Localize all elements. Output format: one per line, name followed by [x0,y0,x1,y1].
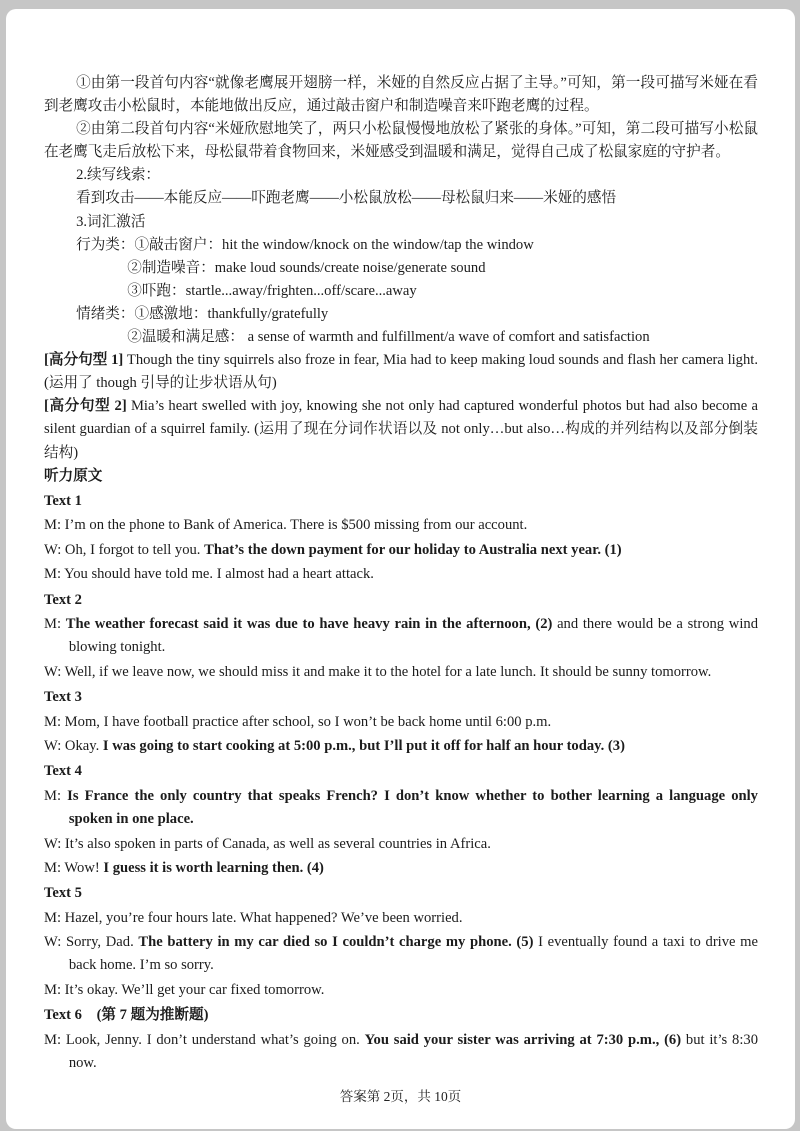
model-sentence-1 [44,349,758,395]
bold-text: Text 6 (第 7 题为推断题) [44,1007,209,1024]
bold-text: 听力原文 [44,467,103,484]
text: 3.词汇激活 [76,213,146,230]
text4-line-1 [44,785,758,831]
text: ②温暖和满足感： a sense of warmth and fulfillment/a wave of comfort and satisfaction [127,329,650,346]
text1-line-2 [44,539,758,562]
text: W: Well, if we leave now, we should miss it and make it to the hotel for a late lunch. It should be sunny tomorrow. [44,663,712,680]
text4-line-3 [44,857,758,880]
text4-heading [44,760,758,783]
text: Though the tiny squirrels also froze in fear, Mia had to keep making loud sounds and flash her camera light. (运用了 though 引导的让步状语从句) [44,352,758,392]
bold-text: The battery in my car died so I couldn’t charge my phone. (5) [138,934,534,951]
vocab-emotion-1 [44,303,758,326]
analysis-point-2 [44,118,758,164]
text: M: Mom, I have football practice after school, so I won’t be back home until 6:00 p.m. [44,713,552,730]
text2-line-1 [44,613,758,659]
bold-text: [高分句型 2] [44,398,131,415]
text: but it’s 8:30 now. [68,1031,758,1071]
text: ②由第二段首句内容“米娅欣慰地笑了，两只小松鼠慢慢地放松了紧张的身体。”可知，第二段可描写小松鼠在老鹰飞走后放松下来，母松鼠带着食物回来，米娅感受到温暖和满足，觉得自己成了松鼠家庭的守护者。 [44,121,758,161]
document-page [6,9,795,1129]
text: 看到攻击——本能反应——吓跑老鹰——小松鼠放松——母松鼠归来——米娅的感悟 [76,190,617,207]
text5-line-2 [44,931,758,977]
text: M: You should have told me. I almost had a heart attack. [44,566,374,583]
vocab-behavior-2 [44,257,758,280]
bold-text: Is France the only country that speaks French? I don’t know whether to bother learning a language only spoken in one place. [67,787,758,827]
text: ②制造噪音：make loud sounds/create noise/generate sound [127,259,486,276]
page-footer: 答案第 2页，共 10页 [339,1089,462,1104]
text: and there would be a strong wind blowing tonight. [68,616,758,656]
text: I eventually found a taxi to drive me back home. I’m so sorry. [68,934,759,974]
text5-line-3 [44,979,758,1002]
text1-heading [44,490,758,513]
text: W: Okay. [44,738,103,755]
bold-text: That’s the down payment for our holiday to Australia next year. (1) [204,541,622,558]
text: 情绪类：①感激地：thankfully/gratefully [76,305,329,322]
text: M: It’s okay. We’ll get your car fixed tomorrow. [44,982,325,999]
bold-text: Text 4 [44,763,82,780]
text: ①由第一段首句内容“就像老鹰展开翅膀一样，米娅的自然反应占据了主导。”可知，第一段可描写米娅在看到老鹰攻击小松鼠时，本能地做出反应，通过敲击窗户和制造噪音来吓跑老鹰的过程。 [44,75,758,115]
text: M: I’m on the phone to Bank of America. There is $500 missing from our account. [44,517,528,534]
text2-heading [44,589,758,612]
bold-text: The weather forecast said it was due to have heavy rain in the afternoon, (2) [65,616,553,633]
vocab-emotion-2 [44,326,758,349]
transcript-heading [44,465,758,488]
text6-heading [44,1004,758,1027]
text: 2.续写线索： [76,167,161,184]
bold-text: Text 1 [44,492,82,509]
text: M: Hazel, you’re four hours late. What happened? We’ve been worried. [44,909,463,926]
text3-line-2 [44,735,758,758]
text1-line-1 [44,514,758,537]
text: M: Wow! [44,860,104,877]
text3-line-1 [44,711,758,734]
text: M: [44,616,66,633]
text6-line-1 [44,1029,758,1075]
text5-heading [44,882,758,905]
text1-line-3 [44,563,758,586]
bold-text: Text 3 [44,688,82,705]
text5-line-1 [44,907,758,930]
text: Mia’s heart swelled with joy, knowing she not only had captured wonderful photos but had also become a silent guardian of a squirrel family. (运用了现在分词作状语以及 not only…but also…构成的并列结构以及部分倒装结构) [44,398,758,461]
bold-text: Text 5 [44,885,82,902]
text2-line-2 [44,661,758,684]
vocab-behavior-3 [44,280,758,303]
vocab-behavior-1 [44,234,758,257]
analysis-point-1 [44,72,758,118]
text: M: [44,787,68,804]
bold-text: [高分句型 1] [44,352,127,369]
text: W: Oh, I forgot to tell you. [44,541,205,558]
text: W: It’s also spoken in parts of Canada, as well as several countries in Africa. [44,835,491,852]
bold-text: Text 2 [44,591,82,608]
text: W: Sorry, Dad. [44,934,139,951]
text: M: Look, Jenny. I don’t understand what’s going on. [44,1031,365,1048]
document-content [6,9,795,1075]
text3-heading [44,686,758,709]
bold-text: I guess it is worth learning then. (4) [103,860,324,877]
vocab-heading [44,211,758,234]
clue-heading [44,164,758,187]
text4-line-2 [44,833,758,856]
text: 行为类：①敲击窗户：hit the window/knock on the window/tap the window [76,236,534,253]
model-sentence-2 [44,395,758,464]
clue-line [44,187,758,210]
bold-text: You said your sister was arriving at 7:30 p.m., (6) [364,1031,682,1048]
bold-text: I was going to start cooking at 5:00 p.m., but I’ll put it off for half an hour today. (3) [102,738,625,755]
text: ③吓跑：startle...away/frighten...off/scare...away [127,282,417,299]
